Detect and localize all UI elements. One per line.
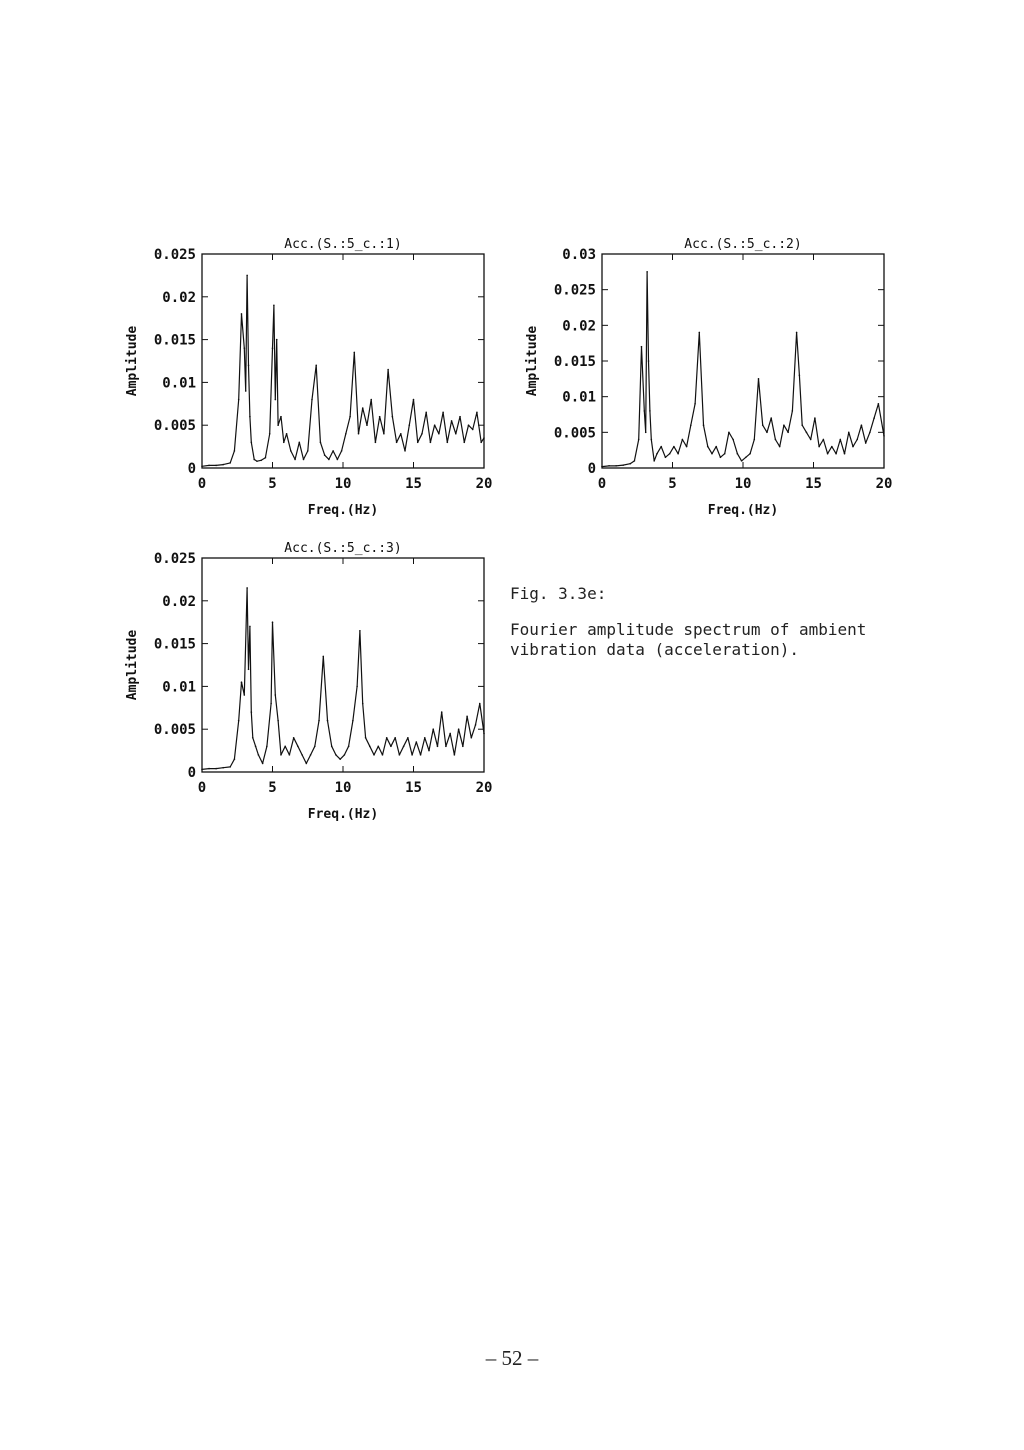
chart-title: Acc.(S.:5_c.:2) bbox=[684, 237, 802, 252]
data-point bbox=[241, 313, 243, 315]
data-point bbox=[432, 728, 434, 730]
data-point bbox=[425, 412, 427, 414]
data-point bbox=[272, 347, 274, 349]
data-point bbox=[703, 424, 705, 426]
data-point bbox=[335, 754, 337, 756]
data-point bbox=[787, 432, 789, 434]
data-point bbox=[344, 754, 346, 756]
figure-caption bbox=[510, 584, 930, 660]
data-point bbox=[383, 433, 385, 435]
x-tick-label: 15 bbox=[405, 476, 422, 492]
spectrum-chart-3 bbox=[90, 524, 590, 824]
data-point bbox=[365, 737, 367, 739]
data-point bbox=[373, 754, 375, 756]
data-point bbox=[458, 728, 460, 730]
data-point bbox=[324, 454, 326, 456]
data-point bbox=[472, 429, 474, 431]
data-point bbox=[645, 432, 647, 434]
x-tick-label: 15 bbox=[405, 780, 422, 796]
data-point bbox=[404, 450, 406, 452]
x-tick-label: 0 bbox=[597, 476, 607, 492]
data-point bbox=[328, 459, 330, 461]
data-point bbox=[799, 374, 801, 376]
x-tick-label: 10 bbox=[734, 476, 752, 492]
data-point bbox=[208, 465, 210, 467]
data-point bbox=[660, 446, 662, 448]
y-tick-label: 0 bbox=[187, 461, 196, 477]
data-point bbox=[770, 417, 772, 419]
data-point bbox=[749, 453, 751, 455]
data-point bbox=[451, 420, 453, 422]
data-point bbox=[277, 720, 279, 722]
y-tick-label: 0.02 bbox=[562, 318, 596, 335]
data-point bbox=[290, 450, 292, 452]
data-point bbox=[293, 737, 295, 739]
data-point bbox=[413, 399, 415, 401]
data-point bbox=[673, 446, 675, 448]
data-point bbox=[417, 442, 419, 444]
y-tick-label: 0 bbox=[187, 765, 196, 781]
data-point bbox=[792, 410, 794, 412]
data-point bbox=[337, 459, 339, 461]
x-tick-label: 10 bbox=[334, 476, 352, 492]
data-point bbox=[260, 459, 262, 461]
data-point bbox=[283, 442, 285, 444]
data-point bbox=[835, 453, 837, 455]
data-point bbox=[289, 754, 291, 756]
data-point bbox=[234, 450, 236, 452]
data-point bbox=[390, 746, 392, 748]
data-point bbox=[796, 332, 798, 334]
data-point bbox=[480, 442, 482, 444]
x-axis-label: Freq.(Hz) bbox=[707, 503, 779, 518]
data-point bbox=[856, 439, 858, 441]
data-point bbox=[362, 703, 364, 705]
data-point bbox=[320, 442, 322, 444]
data-point bbox=[615, 465, 617, 467]
data-point bbox=[455, 433, 457, 435]
chart-title: Acc.(S.:5_c.:3) bbox=[284, 541, 402, 556]
data-point bbox=[449, 733, 451, 735]
data-point bbox=[865, 442, 867, 444]
data-point bbox=[638, 439, 640, 441]
data-point bbox=[476, 412, 478, 414]
y-axis-label: Amplitude bbox=[525, 325, 540, 397]
data-point bbox=[468, 424, 470, 426]
data-point bbox=[258, 754, 260, 756]
x-tick-label: 0 bbox=[197, 476, 207, 492]
data-point bbox=[806, 432, 808, 434]
data-point bbox=[471, 737, 473, 739]
data-point bbox=[386, 737, 388, 739]
data-point bbox=[229, 462, 231, 464]
data-point bbox=[277, 424, 279, 426]
data-point bbox=[720, 457, 722, 459]
data-point bbox=[463, 442, 465, 444]
data-point bbox=[375, 442, 377, 444]
data-point bbox=[454, 754, 456, 756]
data-point bbox=[269, 433, 271, 435]
data-point bbox=[437, 746, 439, 748]
data-point bbox=[349, 416, 351, 418]
series-line bbox=[202, 275, 484, 466]
spectrum-chart-2 bbox=[490, 220, 990, 520]
data-point bbox=[445, 746, 447, 748]
data-point bbox=[238, 399, 240, 401]
data-point bbox=[246, 587, 248, 589]
data-point bbox=[424, 737, 426, 739]
x-tick-label: 5 bbox=[668, 476, 677, 492]
y-tick-label: 0.01 bbox=[162, 375, 196, 392]
data-point bbox=[715, 446, 717, 448]
data-point bbox=[707, 446, 709, 448]
y-tick-label: 0.015 bbox=[553, 354, 596, 370]
data-point bbox=[280, 754, 282, 756]
y-tick-label: 0.015 bbox=[153, 636, 196, 653]
data-point bbox=[745, 457, 747, 459]
data-point bbox=[392, 416, 394, 418]
data-point bbox=[215, 768, 217, 770]
data-point bbox=[775, 439, 777, 441]
data-point bbox=[629, 463, 631, 465]
data-point bbox=[253, 459, 255, 461]
data-point bbox=[698, 332, 700, 334]
data-point bbox=[411, 754, 413, 756]
data-point bbox=[246, 275, 248, 277]
data-point bbox=[307, 450, 309, 452]
chart-svg bbox=[490, 220, 990, 520]
y-tick-label: 0.02 bbox=[162, 289, 196, 306]
data-point bbox=[827, 453, 829, 455]
data-point bbox=[466, 716, 468, 718]
y-tick-label: 0.025 bbox=[553, 282, 596, 299]
data-point bbox=[669, 453, 671, 455]
data-point bbox=[762, 424, 764, 426]
data-point bbox=[348, 746, 350, 748]
data-point bbox=[651, 439, 653, 441]
data-point bbox=[273, 305, 275, 307]
data-point bbox=[396, 442, 398, 444]
data-point bbox=[407, 737, 409, 739]
x-tick-label: 5 bbox=[268, 476, 277, 492]
data-point bbox=[270, 703, 272, 705]
data-point bbox=[322, 656, 324, 658]
data-point bbox=[741, 460, 743, 462]
data-point bbox=[262, 763, 264, 765]
figure-label: Fig. 3.3e: bbox=[510, 584, 607, 603]
series-line bbox=[602, 272, 884, 467]
data-point bbox=[420, 754, 422, 756]
data-point bbox=[314, 746, 316, 748]
data-point bbox=[783, 424, 785, 426]
data-point bbox=[256, 460, 258, 462]
data-point bbox=[873, 417, 875, 419]
data-point bbox=[430, 442, 432, 444]
data-point bbox=[462, 746, 464, 748]
data-point bbox=[332, 450, 334, 452]
y-tick-label: 0 bbox=[587, 461, 596, 477]
data-point bbox=[818, 446, 820, 448]
data-point bbox=[244, 347, 246, 349]
data-point bbox=[241, 681, 243, 683]
data-point bbox=[483, 733, 485, 735]
data-point bbox=[844, 453, 846, 455]
data-point bbox=[653, 460, 655, 462]
data-point bbox=[644, 410, 646, 412]
data-point bbox=[275, 399, 277, 401]
data-point bbox=[251, 442, 253, 444]
data-point bbox=[732, 439, 734, 441]
data-point bbox=[839, 439, 841, 441]
y-tick-label: 0.01 bbox=[562, 389, 596, 406]
data-point bbox=[222, 767, 224, 769]
data-point bbox=[369, 746, 371, 748]
data-point bbox=[301, 754, 303, 756]
data-point bbox=[459, 416, 461, 418]
data-point bbox=[331, 746, 333, 748]
data-point bbox=[215, 465, 217, 467]
data-point bbox=[229, 766, 231, 768]
data-point bbox=[315, 364, 317, 366]
data-point bbox=[694, 403, 696, 405]
data-point bbox=[245, 390, 247, 392]
x-tick-label: 10 bbox=[334, 780, 352, 796]
x-axis-label: Freq.(Hz) bbox=[307, 807, 379, 822]
data-point bbox=[649, 410, 651, 412]
plot-frame bbox=[202, 558, 484, 772]
data-point bbox=[737, 453, 739, 455]
data-point bbox=[622, 464, 624, 466]
data-point bbox=[280, 416, 282, 418]
data-point bbox=[646, 271, 648, 273]
x-tick-label: 15 bbox=[805, 476, 822, 492]
data-point bbox=[758, 378, 760, 380]
y-axis-label: Amplitude bbox=[125, 325, 140, 397]
x-tick-label: 0 bbox=[197, 780, 207, 796]
data-point bbox=[416, 741, 418, 743]
data-point bbox=[434, 424, 436, 426]
data-point bbox=[222, 464, 224, 466]
data-point bbox=[359, 630, 361, 632]
data-point bbox=[403, 746, 405, 748]
data-point bbox=[249, 626, 251, 628]
data-point bbox=[779, 446, 781, 448]
data-point bbox=[249, 416, 251, 418]
x-tick-label: 5 bbox=[268, 780, 277, 796]
data-point bbox=[852, 446, 854, 448]
data-point bbox=[447, 442, 449, 444]
y-axis-label: Amplitude bbox=[125, 629, 140, 701]
data-point bbox=[353, 352, 355, 354]
data-point bbox=[352, 720, 354, 722]
data-point bbox=[728, 432, 730, 434]
chart-title: Acc.(S.:5_c.:1) bbox=[284, 237, 402, 252]
data-point bbox=[634, 460, 636, 462]
y-tick-label: 0.025 bbox=[153, 551, 196, 567]
x-axis-label: Freq.(Hz) bbox=[307, 503, 379, 518]
data-point bbox=[394, 737, 396, 739]
data-point bbox=[686, 446, 688, 448]
data-point bbox=[303, 459, 305, 461]
data-point bbox=[442, 412, 444, 414]
data-point bbox=[724, 453, 726, 455]
data-point bbox=[358, 433, 360, 435]
data-point bbox=[244, 694, 246, 696]
data-point bbox=[823, 439, 825, 441]
data-point bbox=[869, 432, 871, 434]
data-point bbox=[306, 763, 308, 765]
data-point bbox=[265, 457, 267, 459]
data-point bbox=[345, 433, 347, 435]
x-tick-label: 20 bbox=[875, 476, 893, 492]
data-point bbox=[294, 459, 296, 461]
data-point bbox=[766, 432, 768, 434]
data-point bbox=[814, 417, 816, 419]
y-tick-label: 0.005 bbox=[153, 418, 196, 435]
data-point bbox=[848, 432, 850, 434]
data-point bbox=[641, 346, 643, 348]
data-point bbox=[438, 433, 440, 435]
data-point bbox=[711, 453, 713, 455]
chart-svg bbox=[90, 524, 590, 824]
data-point bbox=[379, 416, 381, 418]
page-number: – 52 – bbox=[485, 1346, 539, 1370]
data-point bbox=[248, 668, 250, 670]
data-point bbox=[382, 754, 384, 756]
data-point bbox=[362, 407, 364, 409]
data-point bbox=[234, 758, 236, 760]
data-point bbox=[408, 424, 410, 426]
data-point bbox=[255, 746, 257, 748]
y-tick-label: 0.015 bbox=[153, 332, 196, 349]
data-point bbox=[601, 466, 603, 468]
data-point bbox=[682, 439, 684, 441]
data-point bbox=[801, 424, 803, 426]
data-point bbox=[276, 339, 278, 341]
plot-frame bbox=[602, 254, 884, 468]
data-point bbox=[441, 711, 443, 713]
data-point bbox=[690, 424, 692, 426]
data-point bbox=[665, 457, 667, 459]
data-point bbox=[201, 769, 203, 771]
data-point bbox=[275, 694, 277, 696]
data-point bbox=[400, 433, 402, 435]
data-point bbox=[677, 453, 679, 455]
data-point bbox=[753, 439, 755, 441]
y-tick-label: 0.005 bbox=[153, 722, 196, 739]
data-point bbox=[377, 746, 379, 748]
data-point bbox=[311, 399, 313, 401]
data-point bbox=[318, 720, 320, 722]
data-point bbox=[310, 754, 312, 756]
data-point bbox=[810, 439, 812, 441]
series-line bbox=[202, 588, 484, 769]
data-point bbox=[399, 754, 401, 756]
data-point bbox=[356, 686, 358, 688]
data-point bbox=[421, 433, 423, 435]
data-point bbox=[883, 435, 885, 437]
data-point bbox=[298, 442, 300, 444]
y-tick-label: 0.025 bbox=[153, 247, 196, 263]
data-point bbox=[366, 424, 368, 426]
data-point bbox=[327, 720, 329, 722]
data-point bbox=[656, 453, 658, 455]
data-point bbox=[878, 403, 880, 405]
data-point bbox=[251, 711, 253, 713]
figure-caption-text: Fourier amplitude spectrum of ambient vibration data (acceleration). bbox=[510, 620, 867, 659]
data-point bbox=[339, 758, 341, 760]
data-point bbox=[861, 424, 863, 426]
data-point bbox=[286, 433, 288, 435]
data-point bbox=[272, 621, 274, 623]
y-tick-label: 0.01 bbox=[162, 679, 196, 696]
data-point bbox=[284, 746, 286, 748]
data-point bbox=[341, 450, 343, 452]
data-point bbox=[248, 364, 250, 366]
data-point bbox=[831, 446, 833, 448]
data-point bbox=[266, 746, 268, 748]
x-tick-label: 20 bbox=[475, 476, 493, 492]
x-tick-label: 20 bbox=[475, 780, 493, 796]
data-point bbox=[370, 399, 372, 401]
data-point bbox=[475, 724, 477, 726]
data-point bbox=[648, 360, 650, 362]
data-point bbox=[483, 437, 485, 439]
y-tick-label: 0.02 bbox=[162, 593, 196, 610]
data-point bbox=[238, 720, 240, 722]
data-point bbox=[608, 465, 610, 467]
data-point bbox=[252, 737, 254, 739]
data-point bbox=[201, 465, 203, 467]
data-point bbox=[208, 768, 210, 770]
y-tick-label: 0.005 bbox=[553, 425, 596, 442]
data-point bbox=[387, 369, 389, 371]
data-point bbox=[428, 750, 430, 752]
y-tick-label: 0.03 bbox=[562, 247, 596, 263]
data-point bbox=[297, 746, 299, 748]
data-point bbox=[479, 703, 481, 705]
